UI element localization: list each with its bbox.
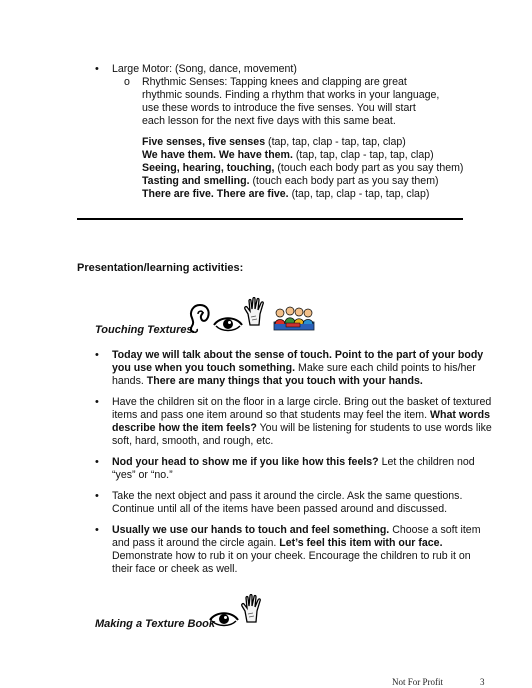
circle-bullet-line: soft, hard, smooth, and rough, etc. [112, 435, 274, 447]
texture-book-title: Making a Texture Book [95, 618, 216, 630]
nod-bullet-line: Nod your head to show me if you like how this feels? Let the children nod [112, 456, 475, 468]
ear-icon [188, 302, 212, 336]
hand-icon [240, 594, 264, 624]
eye-icon [208, 608, 240, 630]
chant-line: We have them. We have them. (tap, tap, clap - tap, tap, clap) [142, 149, 434, 161]
touch-bullet-line: Today we will talk about the sense of touch. Point to the part of your body [112, 349, 484, 361]
chant-line: There are five. There are five. (tap, tap, clap - tap, tap, clap) [142, 188, 430, 200]
circle-bullet-line: describe how the item feels? You will be listening for students to use words like [112, 422, 492, 434]
footer-text: Not For Profit [392, 677, 444, 687]
touching-textures-title: Touching Textures [95, 324, 193, 336]
eye-icon [212, 313, 244, 335]
large-motor-line: Large Motor: (Song, dance, movement) [112, 63, 297, 75]
bullet-marker: • [95, 456, 99, 468]
section-heading: Presentation/learning activities: [77, 262, 244, 274]
rhythm-line-1: Rhythmic Senses: Tapping knees and clapping are great [142, 76, 407, 88]
horizontal-divider [77, 218, 463, 220]
children-group-icon [272, 304, 316, 332]
touch-bullet-line: you use when you touch something. Make sure each child points to his/her [112, 362, 476, 374]
bullet-marker: • [95, 63, 99, 75]
page-number: 3 [480, 677, 485, 687]
hands-bullet-line: their face or cheek as well. [112, 563, 238, 575]
rhythm-line-2: rhythmic sounds. Finding a rhythm that works in your language, [142, 89, 440, 101]
bullet-marker: • [95, 490, 99, 502]
bullet-marker: • [95, 524, 99, 536]
hands-bullet-line: Usually we use our hands to touch and feel something. Choose a soft item [112, 524, 481, 536]
touch-bullet-line: hands. There are many things that you touch with your hands. [112, 375, 423, 387]
hands-bullet-line: Demonstrate how to rub it on your cheek. Encourage the children to rub it on [112, 550, 471, 562]
next-object-bullet-line: Continue until all of the items have been passed around and discussed. [112, 503, 448, 515]
next-object-bullet-line: Take the next object and pass it around the circle. Ask the same questions. [112, 490, 463, 502]
circle-bullet-line: items and pass one item around so that students may feel the item. What words [112, 409, 491, 421]
chant-line: Seeing, hearing, touching, (touch each body part as you say them) [142, 162, 464, 174]
circle-bullet-line: Have the children sit on the floor in a large circle. Bring out the basket of textured [112, 396, 492, 408]
chant-line: Five senses, five senses (tap, tap, clap - tap, tap, clap) [142, 136, 406, 148]
rhythm-line-3: use these words to introduce the five senses. You will start [142, 102, 416, 114]
hands-bullet-line: and pass it around the circle again. Let’s feel this item with our face. [112, 537, 443, 549]
bullet-marker: • [95, 396, 99, 408]
sub-bullet-marker: o [124, 76, 130, 88]
hand-icon [243, 297, 267, 327]
rhythm-line-4: each lesson for the next five days with this same beat. [142, 115, 396, 127]
bullet-marker: • [95, 349, 99, 361]
chant-line: Tasting and smelling. (touch each body part as you say them) [142, 175, 439, 187]
nod-bullet-line: “yes” or “no.” [112, 469, 173, 481]
